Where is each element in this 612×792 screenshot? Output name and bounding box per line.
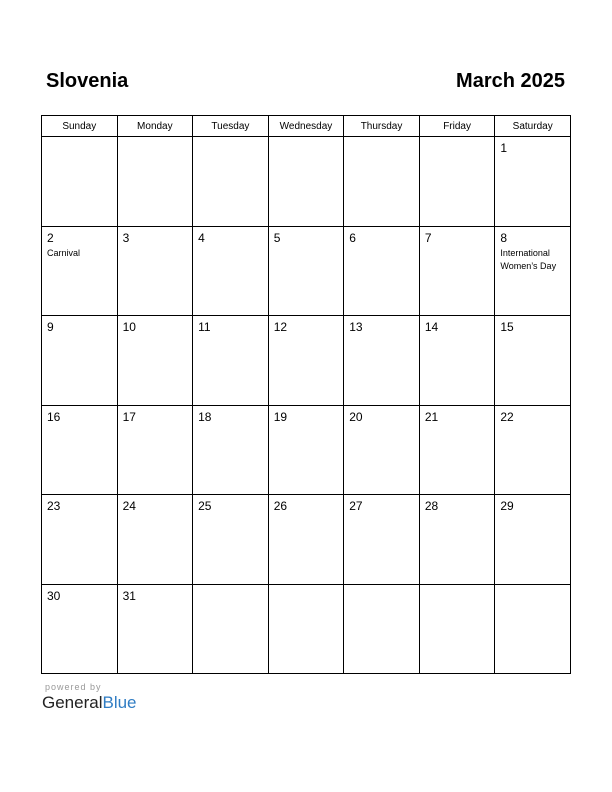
- week-row: [42, 137, 571, 227]
- month-year-title: March 2025: [456, 70, 565, 92]
- day-cell: [268, 226, 344, 316]
- week-row: [42, 584, 571, 674]
- day-cell: [117, 316, 193, 406]
- day-number: 9: [47, 320, 54, 334]
- day-number: 31: [122, 588, 136, 603]
- week-row: [42, 226, 571, 316]
- day-cell: [419, 137, 495, 227]
- day-cell: [495, 137, 571, 227]
- weekday-header: Thursday: [344, 116, 420, 137]
- day-cell: [42, 584, 118, 674]
- country-title: Slovenia: [46, 70, 129, 92]
- weekday-header-row: [42, 116, 571, 137]
- day-cell: [117, 226, 193, 316]
- day-number: 2: [47, 230, 54, 245]
- day-number: 14: [424, 320, 439, 334]
- day-number: 4: [198, 230, 205, 245]
- day-cell: [495, 405, 571, 495]
- day-cell: [495, 584, 571, 674]
- weekday-header: Friday: [419, 116, 495, 137]
- day-number: 28: [424, 499, 439, 513]
- day-cell: [344, 495, 420, 585]
- weekday-header: Monday: [117, 116, 193, 137]
- day-cell: [117, 405, 193, 495]
- day-cell: [42, 495, 118, 585]
- day-cell: [193, 495, 269, 585]
- day-cell: [344, 137, 420, 227]
- day-cell: [419, 316, 495, 406]
- day-cell: [193, 316, 269, 406]
- day-cell: [268, 495, 344, 585]
- day-cell: [344, 405, 420, 495]
- brand-name-general: General: [42, 693, 103, 712]
- day-cell: [344, 226, 420, 316]
- day-number: 3: [122, 230, 130, 245]
- day-number: 7: [424, 230, 432, 245]
- day-number: 12: [273, 320, 288, 334]
- day-cell: [42, 226, 118, 316]
- day-cell: [193, 137, 269, 227]
- week-row: [42, 405, 571, 495]
- powered-by-text: powered by: [45, 682, 102, 692]
- day-cell: [268, 137, 344, 227]
- day-cell: [117, 495, 193, 585]
- week-row: [42, 316, 571, 406]
- holiday-label: International Women’s Day: [500, 247, 557, 271]
- week-row: [42, 495, 571, 585]
- day-number: 19: [273, 409, 288, 424]
- generalblue-logo[interactable]: [42, 693, 137, 713]
- day-number: 23: [47, 499, 61, 513]
- day-cell: [117, 137, 193, 227]
- day-cell: [268, 316, 344, 406]
- day-number: 17: [122, 409, 136, 424]
- weekday-header: Saturday: [495, 116, 571, 137]
- day-cell: [495, 495, 571, 585]
- day-number: 6: [349, 230, 356, 245]
- day-cell: [193, 226, 269, 316]
- day-cell: [344, 316, 420, 406]
- day-cell: [419, 226, 495, 316]
- day-number: 24: [122, 499, 136, 513]
- day-cell: [495, 226, 571, 316]
- day-number: 22: [500, 409, 514, 424]
- day-cell: [193, 405, 269, 495]
- day-number: 21: [424, 409, 439, 424]
- day-number: 27: [349, 499, 363, 513]
- day-number: 16: [47, 409, 61, 424]
- day-cell: [268, 405, 344, 495]
- day-cell: [42, 137, 118, 227]
- weekday-header: Sunday: [42, 116, 118, 137]
- day-cell: [42, 316, 118, 406]
- day-number: 10: [122, 320, 136, 334]
- day-number: 5: [273, 230, 281, 245]
- day-cell: [419, 495, 495, 585]
- day-number: 1: [500, 141, 508, 155]
- brand-name-blue: Blue: [102, 693, 137, 712]
- day-cell: [419, 584, 495, 674]
- day-cell: [419, 405, 495, 495]
- day-number: 13: [349, 320, 363, 334]
- day-number: 29: [500, 499, 514, 513]
- day-cell: [344, 584, 420, 674]
- day-number: 18: [198, 409, 212, 424]
- day-number: 26: [273, 499, 288, 513]
- holiday-label: Carnival: [47, 247, 81, 258]
- calendar-grid: [41, 115, 571, 674]
- day-number: 20: [349, 409, 363, 424]
- footer-branding: [42, 682, 137, 713]
- calendar-header: [46, 70, 565, 98]
- day-number: 30: [47, 588, 61, 603]
- day-number: 8: [500, 230, 508, 245]
- day-cell: [268, 584, 344, 674]
- day-number: 11: [198, 320, 211, 334]
- day-cell: [495, 316, 571, 406]
- weekday-header: Tuesday: [193, 116, 269, 137]
- day-cell: [42, 405, 118, 495]
- day-number: 15: [500, 320, 514, 334]
- day-cell: [117, 584, 193, 674]
- day-cell: [193, 584, 269, 674]
- weekday-header: Wednesday: [268, 116, 344, 137]
- day-number: 25: [198, 499, 212, 513]
